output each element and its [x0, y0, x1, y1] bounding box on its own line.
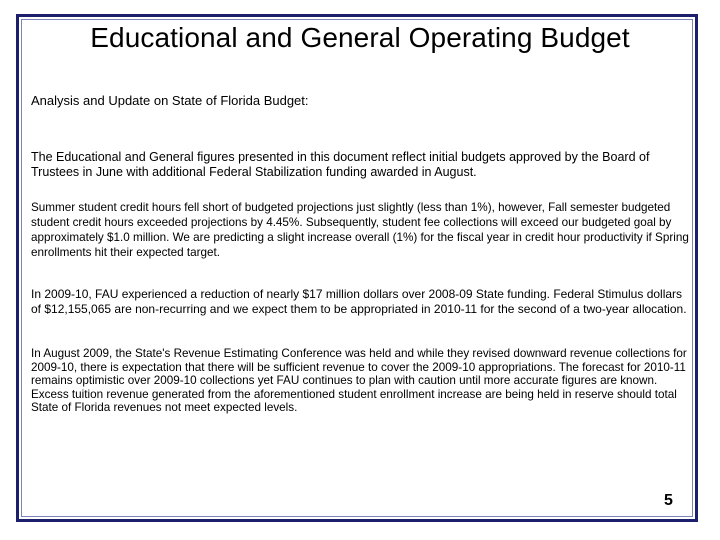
paragraph-budget-approval: The Educational and General figures presented in this document reflect initial budgets approved by the Board of Trustees in June with additional Federal Stabilization funding awarded in August. [31, 150, 650, 179]
paragraph-state-funding: In 2009-10, FAU experienced a reduction of nearly $17 million dollars over 2008-09 State funding. Federal Stimulus dollars of $12,155,065 are non-recurring and we expect them to be appropriated in 2010-11 for the second of a two-year allocation. [31, 287, 687, 316]
slide-border [16, 14, 698, 522]
slide-title: Educational and General Operating Budget [90, 22, 630, 53]
section-subheading: Analysis and Update on State of Florida Budget: [31, 93, 309, 108]
page-number: 5 [664, 492, 673, 509]
paragraph-credit-hours: Summer student credit hours fell short of budgeted projections just slightly (less than 1%), however, Fall semester budgeted student credit hours exceeded projections by 4.45%. Subsequently, student fee collections will exceed our budgeted goal by approximately $1.0 million. We are predicting a slight increase overall (1%) for the fiscal year in credit hour productivity if Spring enrollments hit their expected target. [31, 201, 689, 259]
paragraph-revenue-estimating: In August 2009, the State's Revenue Estimating Conference was held and while they revised downward revenue collections for 2009-10, there is expectation that there will be sufficient revenue to cover the 2009-10 appropriations. The forecast for 2010-11 remains optimistic over 2009-10 collections yet FAU continues to plan with caution until more accurate figures are known. Excess tuition revenue generated from the aforementioned student enrollment increase are being held in reserve should total State of Florida revenues not meet expected levels. [31, 347, 687, 414]
